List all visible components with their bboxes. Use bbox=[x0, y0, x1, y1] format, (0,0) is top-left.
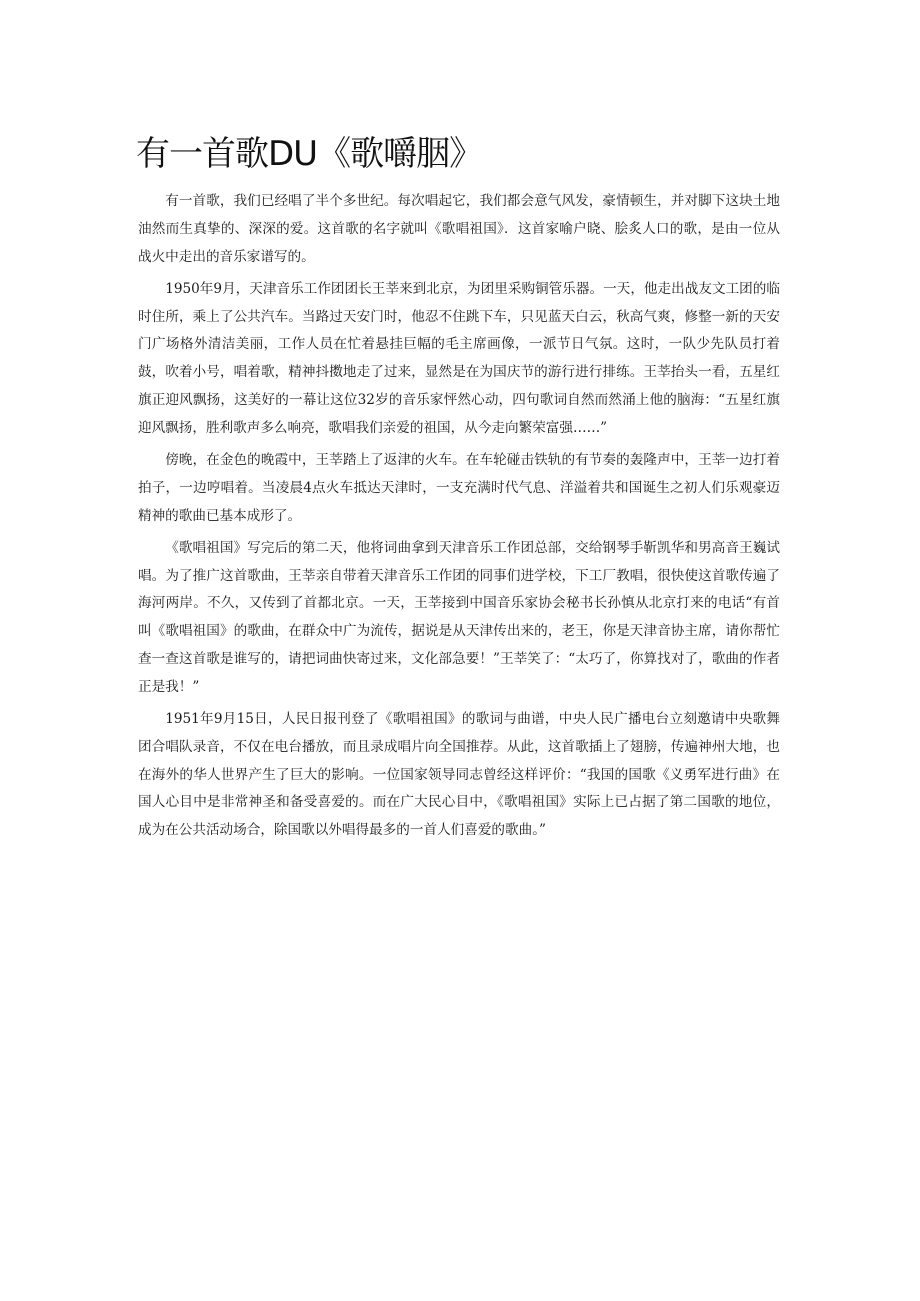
document-title: 有一首歌DU《歌嚼胭》 bbox=[136, 134, 483, 174]
paragraph-1: 有一首歌，我们已经唱了半个多世纪。每次唱起它，我们都会意气风发，豪情顿生，并对脚下这块土地油然而生真挚的、深深的爱。这首歌的名字就叫《歌唱祖国》．这首家喻户晓、脍炙人口的歌，是由一位从战火中走出的音乐家谱写的。 bbox=[138, 193, 780, 265]
paragraph-5: 1951年9月15日，人民日报刊登了《歌唱祖国》的歌词与曲谱，中央人民广播电台立刻邀请中央歌舞团合唱队录音，不仅在电台播放，而且录成唱片向全国推荐。从此，这首歌插上了翅膀，传遍神州大地，也在海外的华人世界产生了巨大的影响。一位国家领导同志曾经这样评价：“我国的国歌《义勇军进行曲》在国人心目中是非常神圣和备受喜爱的。而在广大民心目中，《歌唱祖国》实际上已占据了第二国歌的地位，成为在公共活动场合，除国歌以外唱得最多的一首人们喜爱的歌曲。” bbox=[138, 710, 780, 839]
paragraph-3: 傍晚，在金色的晚霞中，王莘踏上了返津的火车。在车轮碰击铁轨的有节奏的轰隆声中，王莘一边打着拍子，一边哼唱着。当凌晨4点火车抵达天津时，一支充满时代气息、洋溢着共和国诞生之初人们乐观豪迈精神的歌曲已基本成形了。 bbox=[138, 451, 780, 524]
paragraph-2: 1950年9月，天津音乐工作团团长王莘来到北京，为团里采购铜管乐器。一天，他走出战友文工团的临时住所，乘上了公共汽车。当路过天安门时，他忍不住跳下车，只见蓝天白云，秋高气爽，修整一新的天安门广场格外清洁美丽，工作人员在忙着悬挂巨幅的毛主席画像，一派节日气氛。这时，一队少先队员打着鼓，吹着小号，唱着歌，精神抖擞地走了过来，显然是在为国庆节的游行进行排练。王莘抬头一看，五星红旗正迎风飘扬，这美好的一幕让这位32岁的音乐家怦然心动，四句歌词自然而然涌上他的脑海：“五星红旗迎风飘扬，胜利歌声多么响亮，歌唱我们亲爱的祖国，从今走向繁荣富强……” bbox=[138, 280, 780, 436]
paragraph-4: 《歌唱祖国》写完后的第二天，他将词曲拿到天津音乐工作团总部，交给钢琴手靳凯华和男高音王巍试唱。为了推广这首歌曲，王莘亲自带着天津音乐工作团的同事们进学校，下工厂教唱，很快使这首歌传遍了海河两岸。不久，又传到了首都北京。一天，王莘接到中国音乐家协会秘书长孙慎从北京打来的电话“有首叫《歌唱祖国》的歌曲，在群众中广为流传，据说是从天津传出来的，老王，你是天津音协主席，请你帮忙查一查这首歌是谁写的，请把词曲快寄过来，文化部急要！”王莘笑了：“太巧了，你算找对了，歌曲的作者正是我！” bbox=[138, 539, 780, 695]
document-body bbox=[138, 188, 780, 849]
